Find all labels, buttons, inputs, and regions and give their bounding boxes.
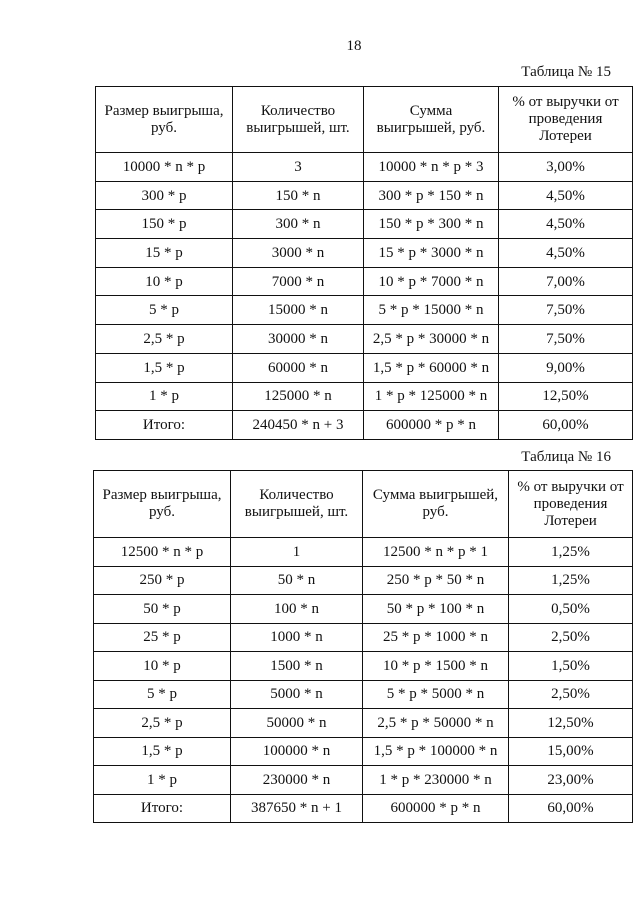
cell-prize-count: 30000 * n bbox=[233, 325, 364, 354]
column-header-prize-count bbox=[231, 471, 363, 538]
table-row bbox=[94, 595, 633, 624]
cell-revenue-percent: 7,50% bbox=[499, 296, 633, 325]
cell-prize-amount: 10 * p bbox=[96, 267, 233, 296]
table-row bbox=[94, 566, 633, 595]
column-header-line: Лотереи bbox=[544, 512, 597, 529]
cell-revenue-percent: 4,50% bbox=[499, 210, 633, 239]
cell-prize-amount: 250 * p bbox=[94, 566, 231, 595]
cell-revenue-percent: 7,50% bbox=[499, 325, 633, 354]
cell-prize-amount: Итого: bbox=[96, 411, 233, 440]
cell-prize-count: 100 * n bbox=[231, 595, 363, 624]
cell-prize-amount: 15 * p bbox=[96, 239, 233, 268]
column-header-line: Количество bbox=[259, 487, 334, 503]
cell-prize-count: 7000 * n bbox=[233, 267, 364, 296]
cell-revenue-percent: 1,25% bbox=[509, 566, 633, 595]
cell-revenue-percent: 1,25% bbox=[509, 538, 633, 567]
column-header-line: выигрышей, руб. bbox=[376, 119, 486, 136]
table-row bbox=[96, 325, 633, 354]
table-row bbox=[94, 737, 633, 766]
column-header-line: выигрышей, шт. bbox=[244, 504, 349, 520]
cell-prize-count: 240450 * n + 3 bbox=[233, 411, 364, 440]
cell-prize-amount: 300 * p bbox=[96, 181, 233, 210]
table-row bbox=[96, 353, 633, 382]
header-row bbox=[96, 87, 633, 153]
total-row bbox=[94, 794, 633, 823]
cell-prize-amount: 10000 * n * p bbox=[96, 153, 233, 182]
cell-prize-amount: 1,5 * p bbox=[96, 353, 233, 382]
cell-prize-sum: 1 * p * 125000 * n bbox=[364, 382, 499, 411]
cell-prize-count: 15000 * n bbox=[233, 296, 364, 325]
cell-prize-sum: 2,5 * p * 50000 * n bbox=[363, 709, 509, 738]
cell-prize-count: 150 * n bbox=[233, 181, 364, 210]
cell-prize-amount: 150 * p bbox=[96, 210, 233, 239]
column-header-prize-amount bbox=[94, 471, 231, 538]
table-row bbox=[96, 153, 633, 182]
cell-prize-amount: Итого: bbox=[94, 794, 231, 823]
column-header-prize-sum bbox=[364, 87, 499, 153]
table-row bbox=[94, 709, 633, 738]
table-row bbox=[94, 766, 633, 795]
cell-prize-sum: 250 * p * 50 * n bbox=[363, 566, 509, 595]
table-row bbox=[94, 538, 633, 567]
column-header-line: Сумма bbox=[409, 102, 453, 119]
cell-prize-sum: 150 * p * 300 * n bbox=[364, 210, 499, 239]
column-header-revenue-percent bbox=[499, 87, 633, 153]
cell-prize-count: 50 * n bbox=[231, 566, 363, 595]
cell-prize-count: 100000 * n bbox=[231, 737, 363, 766]
cell-prize-count: 60000 * n bbox=[233, 353, 364, 382]
column-header-prize-count bbox=[233, 87, 364, 153]
prize-table-15 bbox=[95, 86, 633, 440]
cell-prize-count: 5000 * n bbox=[231, 680, 363, 709]
cell-prize-count: 230000 * n bbox=[231, 766, 363, 795]
column-header-line: Размер выигрыша, bbox=[104, 102, 224, 119]
column-header-line: руб. bbox=[422, 504, 449, 520]
cell-prize-amount: 5 * p bbox=[96, 296, 233, 325]
cell-prize-count: 1 bbox=[231, 538, 363, 567]
column-header-revenue-percent bbox=[509, 471, 633, 538]
cell-prize-amount: 1,5 * p bbox=[94, 737, 231, 766]
cell-prize-sum: 12500 * n * p * 1 bbox=[363, 538, 509, 567]
cell-prize-count: 50000 * n bbox=[231, 709, 363, 738]
table-row bbox=[94, 623, 633, 652]
cell-revenue-percent: 12,50% bbox=[499, 382, 633, 411]
cell-prize-sum: 2,5 * p * 30000 * n bbox=[364, 325, 499, 354]
cell-prize-amount: 2,5 * p bbox=[94, 709, 231, 738]
cell-prize-count: 1000 * n bbox=[231, 623, 363, 652]
column-header-line: Размер выигрыша, bbox=[102, 487, 222, 503]
table-row bbox=[96, 267, 633, 296]
table-row bbox=[94, 680, 633, 709]
cell-prize-count: 387650 * n + 1 bbox=[231, 794, 363, 823]
cell-prize-sum: 1,5 * p * 100000 * n bbox=[363, 737, 509, 766]
cell-prize-sum: 50 * p * 100 * n bbox=[363, 595, 509, 624]
cell-prize-count: 3000 * n bbox=[233, 239, 364, 268]
table-row bbox=[96, 382, 633, 411]
cell-prize-amount: 12500 * n * p bbox=[94, 538, 231, 567]
cell-prize-count: 3 bbox=[233, 153, 364, 182]
cell-revenue-percent: 2,50% bbox=[509, 623, 633, 652]
cell-prize-amount: 1 * p bbox=[94, 766, 231, 795]
cell-prize-amount: 2,5 * p bbox=[96, 325, 233, 354]
column-header-line: руб. bbox=[149, 504, 175, 520]
column-header-line: выигрышей, шт. bbox=[246, 119, 350, 136]
header-row bbox=[94, 471, 633, 538]
table-row bbox=[96, 239, 633, 268]
cell-revenue-percent: 4,50% bbox=[499, 181, 633, 210]
column-header-line: проведения bbox=[533, 495, 608, 512]
table-row bbox=[96, 210, 633, 239]
column-header-prize-amount bbox=[96, 87, 233, 153]
cell-prize-sum: 10 * p * 1500 * n bbox=[363, 652, 509, 681]
cell-prize-sum: 15 * p * 3000 * n bbox=[364, 239, 499, 268]
prize-table-16 bbox=[93, 470, 633, 823]
cell-prize-sum: 25 * p * 1000 * n bbox=[363, 623, 509, 652]
table-caption-16: Таблица № 16 bbox=[521, 449, 611, 465]
column-header-line: руб. bbox=[151, 119, 177, 136]
column-header-line: проведения bbox=[528, 111, 603, 127]
cell-prize-amount: 50 * p bbox=[94, 595, 231, 624]
cell-revenue-percent: 4,50% bbox=[499, 239, 633, 268]
table-row bbox=[96, 296, 633, 325]
cell-revenue-percent: 60,00% bbox=[509, 794, 633, 823]
column-header-line: Сумма выигрышей, bbox=[372, 487, 499, 503]
column-header-line: % от выручки от bbox=[517, 478, 624, 495]
cell-revenue-percent: 60,00% bbox=[499, 411, 633, 440]
cell-revenue-percent: 9,00% bbox=[499, 353, 633, 382]
cell-prize-amount: 5 * p bbox=[94, 680, 231, 709]
cell-prize-amount: 25 * p bbox=[94, 623, 231, 652]
cell-prize-sum: 600000 * p * n bbox=[364, 411, 499, 440]
cell-prize-sum: 10 * p * 7000 * n bbox=[364, 267, 499, 296]
cell-revenue-percent: 15,00% bbox=[509, 737, 633, 766]
cell-prize-sum: 10000 * n * p * 3 bbox=[364, 153, 499, 182]
cell-revenue-percent: 23,00% bbox=[509, 766, 633, 795]
cell-revenue-percent: 12,50% bbox=[509, 709, 633, 738]
cell-prize-count: 125000 * n bbox=[233, 382, 364, 411]
column-header-line: Лотереи bbox=[539, 128, 592, 144]
cell-prize-amount: 10 * p bbox=[94, 652, 231, 681]
cell-revenue-percent: 7,00% bbox=[499, 267, 633, 296]
column-header-line: Количество bbox=[260, 102, 336, 119]
table-caption-15: Таблица № 15 bbox=[521, 64, 611, 80]
table-row bbox=[94, 652, 633, 681]
cell-prize-sum: 5 * p * 5000 * n bbox=[363, 680, 509, 709]
cell-prize-sum: 1,5 * p * 60000 * n bbox=[364, 353, 499, 382]
cell-prize-count: 300 * n bbox=[233, 210, 364, 239]
cell-revenue-percent: 1,50% bbox=[509, 652, 633, 681]
table-row bbox=[96, 181, 633, 210]
column-header-line: % от выручки от bbox=[512, 94, 619, 110]
cell-prize-amount: 1 * p bbox=[96, 382, 233, 411]
total-row bbox=[96, 411, 633, 440]
cell-prize-sum: 600000 * p * n bbox=[363, 794, 509, 823]
page-number: 18 bbox=[346, 38, 362, 54]
cell-prize-sum: 300 * p * 150 * n bbox=[364, 181, 499, 210]
cell-revenue-percent: 3,00% bbox=[499, 153, 633, 182]
cell-revenue-percent: 2,50% bbox=[509, 680, 633, 709]
cell-revenue-percent: 0,50% bbox=[509, 595, 633, 624]
cell-prize-sum: 1 * p * 230000 * n bbox=[363, 766, 509, 795]
cell-prize-sum: 5 * p * 15000 * n bbox=[364, 296, 499, 325]
column-header-prize-sum bbox=[363, 471, 509, 538]
cell-prize-count: 1500 * n bbox=[231, 652, 363, 681]
